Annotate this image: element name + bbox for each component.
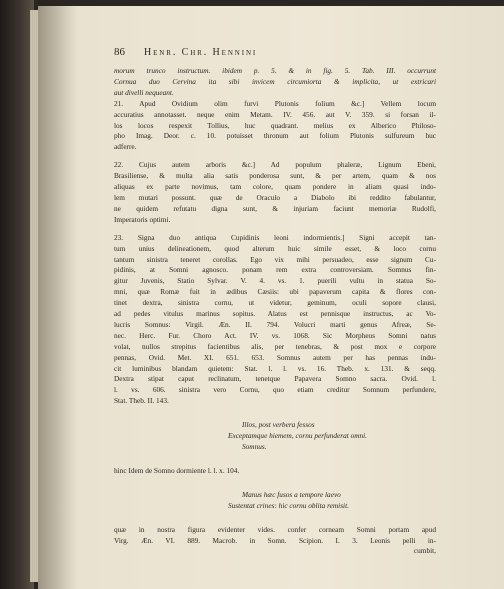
text-line: adferre. <box>114 142 137 152</box>
verse-gap <box>114 453 436 466</box>
body-text <box>114 66 436 557</box>
text-line: lem mutari possunt. quæ de Oraculo a Diabolo ibi reddito fabulantur, <box>114 192 436 202</box>
text-line: Stat. Theb. II. 143. <box>114 396 169 406</box>
text-line: quæ in nostra figura evidenter vides. confer corneam Somni portam apud <box>114 524 436 534</box>
text-line: accuratius annotasset. neque enim Metam. IV. 456. aut V. 359. si forsan il- <box>114 109 436 119</box>
text-line: lucris Somnus: Virgil. Æn. II. 794. Volucri marti genus Afreæ, Se- <box>114 319 436 329</box>
text-line: Brasiliense, & multa alia satis ponderosa sunt, & per artem, quam & nos <box>114 171 436 181</box>
paragraph-gap <box>114 153 436 160</box>
text-line: Cornua duo Cervina ita sibi invicem circumiorta & implicita, ut extricari <box>114 76 436 86</box>
verse-line: Manus hæc fusos a tempore laevo <box>242 489 341 499</box>
text-line: ne quidem refutatu digna sunt, & injuriam faciunt memoriæ Rudolfi, <box>114 203 436 213</box>
text-line: hinc Idem de Somno dormiente l. l. x. 104. <box>114 465 240 475</box>
text-line: l. vs. 606. sinistra vero Cornu, quo etiam creditur Somnum perfundere, <box>114 385 436 395</box>
verse-quote-1 <box>114 420 436 453</box>
verse-line: Illos, post verbera fessos <box>242 420 315 430</box>
text-line: tinet dextra, sinistra cornu, ut videtur, geminum, oculi sopore clausi, <box>114 298 436 308</box>
text-line: cit luminibus blandam quietem: Stat. l. l. vs. 16. Theb. x. 131. & seqq. <box>114 363 436 373</box>
verse-gap <box>114 477 436 490</box>
book-page <box>38 6 504 589</box>
verse-line: Somnus. <box>242 442 267 451</box>
text-line: ad pedes vitulus marinus sopitus. Alatus est pennisque instructus, ac Vo- <box>114 309 436 319</box>
text-line: gitur Juvenis, Statio Sylvar. V. 4. vs. 1. puerili vultu in statua So- <box>114 276 436 286</box>
catchword: cumbit, <box>413 546 436 556</box>
text-line: los locos respexit Tollius, huc quadrant. melius ex Alberico Philoso- <box>114 120 436 130</box>
page-header <box>114 46 432 62</box>
text-line: Virg. Æn. VI. 889. Macrob. in Somn. Scipion. I. 3. Leonis pelli in- <box>114 535 436 545</box>
verse-line: Sustentat crines: hic cornu oblita remisit. <box>228 500 349 510</box>
text-line: 22. Cujus autem arboris &c.] Ad populum phaleræ, Lignum Ebeni, <box>114 160 436 170</box>
text-line: Imperatoris optimi. <box>114 214 171 224</box>
running-title: Henr. Chr. Hennini <box>144 47 258 58</box>
text-line: aut divelli nequeant. <box>114 87 174 97</box>
text-line: tantum sinistra teneret corollas. Ego vix mihi persuadeo, esse signum Cu- <box>114 254 436 264</box>
text-line: aliquas ex parte novimus, tam colore, quam pondere in aliam quasi indo- <box>114 182 436 192</box>
text-line: tum unius delineationem, quod alterum huic simile esset, & loco cornu <box>114 243 436 253</box>
verse-gap <box>114 512 436 525</box>
verse-gap <box>114 407 436 420</box>
text-line: mni, quæ Romæ fuit in ædibus Cæsiis: ubi papaverum capita & flores con- <box>114 287 436 297</box>
text-line: 23. Signa duo antiqua Cupidinis leoni indormientis.] Signi accepit tan- <box>114 232 436 242</box>
paragraph-gap <box>114 226 436 233</box>
text-line: pho Imag. Deor. c. 10. potuisset thronum aut folium Plutonis sulfureum huc <box>114 131 436 141</box>
text-line: 21. Apud Ovidium olim furvi Plutonis folium &c.] Vellem locum <box>114 98 436 108</box>
text-line: pidinis, at Somni agnosco. ponam rem extra controversiam. Somnus fin- <box>114 265 436 275</box>
text-line: pennas, Ovid. Met. XI. 651. 653. Somnus autem per has pennas indu- <box>114 352 436 362</box>
text-line: morum trunco instructum. ibidem p. 5. & in fig. 5. Tab. III. occurrunt <box>114 66 436 75</box>
text-line: nec. Herc. Fur. Choro Act. IV. vs. 1068. Sic Morpheus Somni natus <box>114 330 436 340</box>
text-line: volat, nullos strepitus facientibus alis, per tenebras, & post mox e corpore <box>114 341 436 351</box>
verse-line: Exceptamque hiemem, cornu perfunderat omni. <box>228 431 368 441</box>
page-number: 86 <box>114 46 125 58</box>
verse-quote-2 <box>114 490 436 512</box>
text-line: Dextra stipat caput reclinatum, tenetque Papavera Somno sacra. Ovid. l. <box>114 374 436 384</box>
book-spine <box>0 0 34 589</box>
